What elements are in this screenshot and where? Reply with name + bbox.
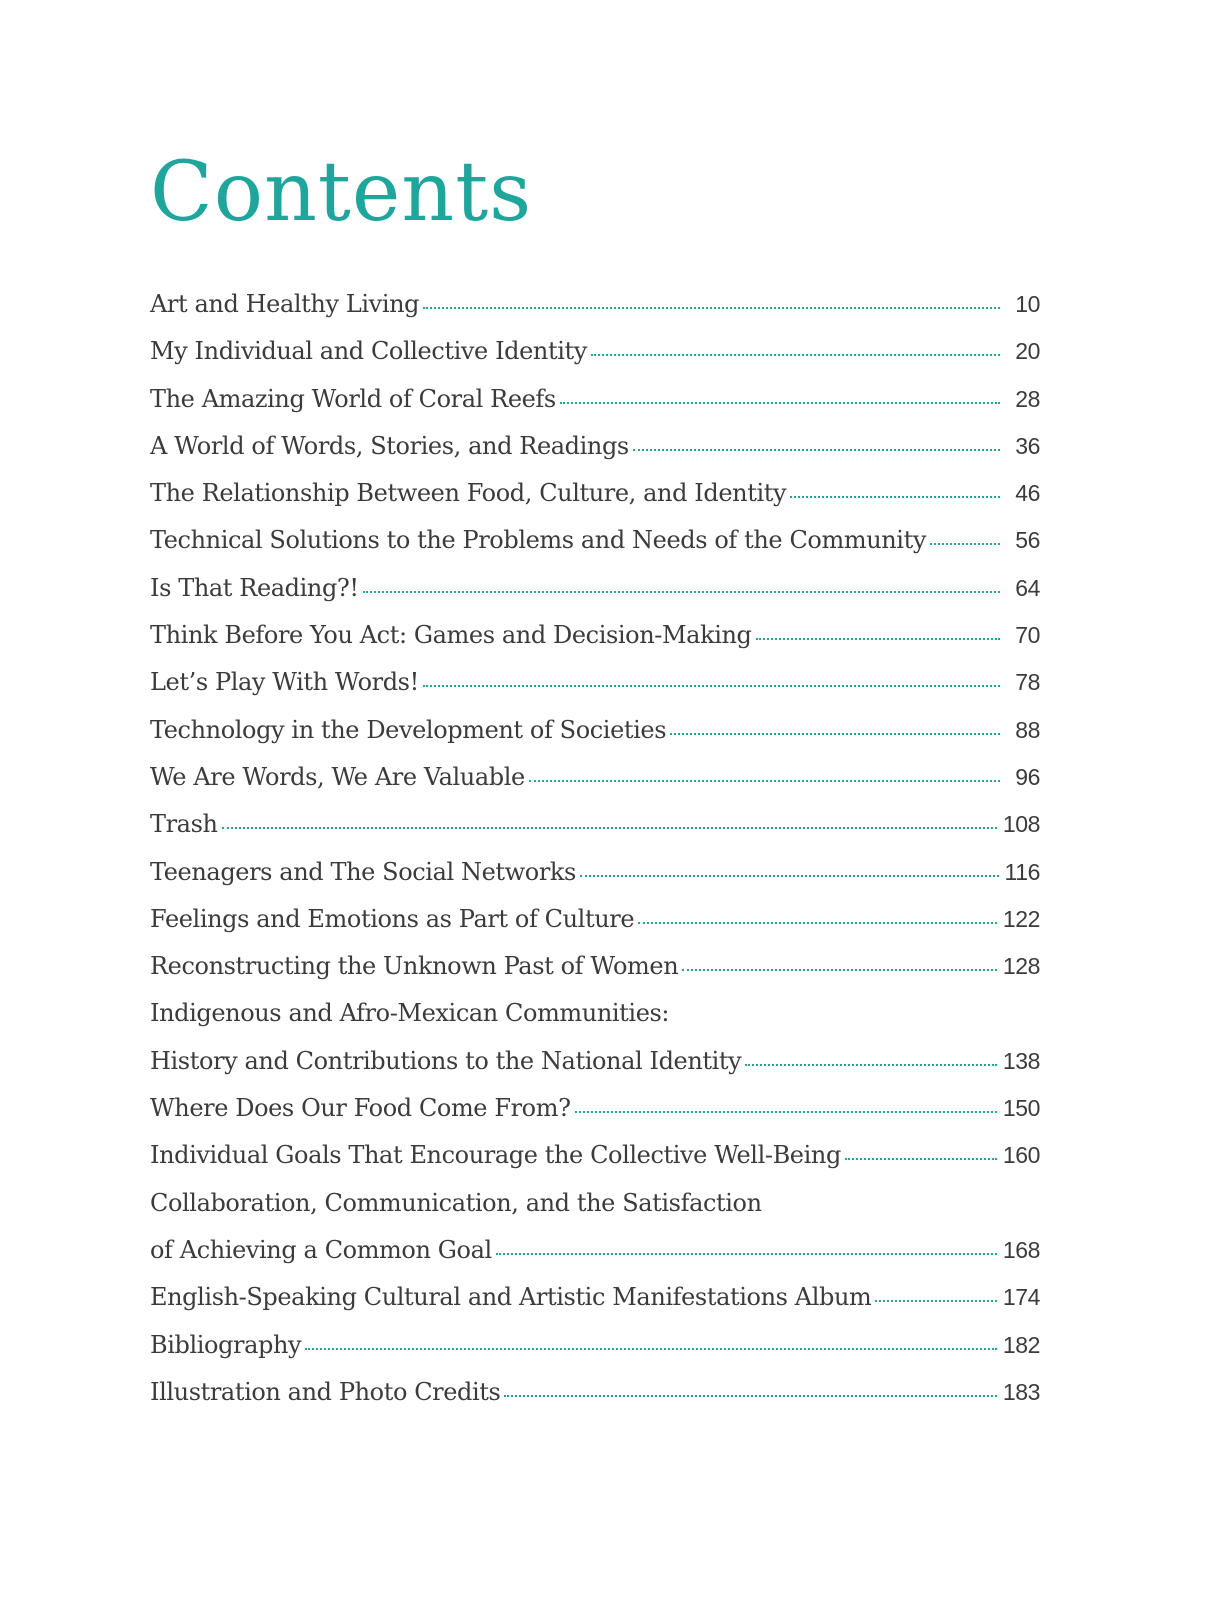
- toc-entry-page-number: 168: [1002, 1236, 1040, 1263]
- toc-entry-title: We Are Words, We Are Valuable: [150, 762, 525, 791]
- toc-entry-title: Art and Healthy Living: [150, 290, 420, 318]
- dot-leader: [423, 685, 1000, 687]
- dot-leader: [496, 1253, 997, 1255]
- toc-entry[interactable]: [150, 284, 1040, 331]
- dot-leader: [560, 402, 1000, 404]
- toc-entry-page-number: 150: [1002, 1095, 1040, 1122]
- dot-leader: [875, 1300, 996, 1302]
- toc-entry-page-number: 78: [1015, 669, 1040, 696]
- dot-leader: [670, 733, 1000, 735]
- toc-entry[interactable]: [150, 852, 1040, 899]
- toc-entry-title: Technology in the Development of Societies: [150, 715, 667, 744]
- dot-leader: [575, 1111, 997, 1113]
- toc-entry[interactable]: [150, 568, 1040, 615]
- toc-entry-title: English-Speaking Cultural and Artistic Manifestations Album: [150, 1283, 872, 1312]
- toc-entry-page-number: 183: [1002, 1378, 1040, 1405]
- toc-entry-title: Collaboration, Communication, and the Satisfaction: [150, 1188, 762, 1217]
- toc-entry[interactable]: [150, 1041, 1040, 1088]
- dot-leader: [363, 591, 1000, 593]
- toc-entry[interactable]: [150, 426, 1040, 473]
- dot-leader: [745, 1064, 996, 1066]
- toc-entry-page-number: 20: [1015, 338, 1040, 365]
- toc-entry[interactable]: [150, 1135, 1040, 1182]
- toc-entry-page-number: 64: [1015, 574, 1040, 601]
- toc-entry-page-number: 138: [1002, 1047, 1040, 1074]
- toc-entry-page-number: 108: [1002, 811, 1040, 838]
- toc-entry-page-number: 46: [1015, 480, 1040, 507]
- toc-entry[interactable]: [150, 473, 1040, 520]
- toc-entry-title: Bibliography: [150, 1330, 302, 1359]
- toc-entry[interactable]: [150, 1277, 1040, 1324]
- toc-entry-page-number: 36: [1015, 432, 1040, 459]
- dot-leader: [845, 1158, 997, 1160]
- toc-entry[interactable]: [150, 946, 1040, 993]
- toc-entry-page-number: 96: [1015, 763, 1040, 790]
- toc-entry-title: History and Contributions to the National Identity: [150, 1046, 742, 1075]
- toc-entry-title: Trash: [150, 810, 218, 839]
- toc-entry[interactable]: [150, 1183, 1040, 1230]
- dot-leader: [638, 922, 997, 924]
- page-title: Contents: [150, 145, 533, 240]
- toc-entry-title: A World of Words, Stories, and Readings: [150, 431, 629, 460]
- toc-entry-title: The Amazing World of Coral Reefs: [150, 384, 556, 413]
- toc-entry-page-number: 182: [1002, 1331, 1040, 1358]
- toc-entry-page-number: 128: [1002, 953, 1040, 980]
- toc-entry[interactable]: [150, 520, 1040, 567]
- toc-entry-title: Illustration and Photo Credits: [150, 1377, 501, 1406]
- toc-entry[interactable]: [150, 1372, 1040, 1419]
- toc-entry-title: Where Does Our Food Come From?: [150, 1094, 571, 1123]
- toc-entry-page-number: 160: [1002, 1142, 1040, 1169]
- toc-entry-title: The Relationship Between Food, Culture, and Identity: [150, 479, 787, 508]
- dot-leader: [504, 1395, 996, 1397]
- dot-leader: [305, 1348, 997, 1350]
- toc-entry[interactable]: [150, 993, 1040, 1040]
- dot-leader: [591, 354, 1000, 356]
- toc-entry-title: Indigenous and Afro-Mexican Communities:: [150, 999, 670, 1028]
- toc-entry-page-number: 122: [1002, 905, 1040, 932]
- toc-entry-page-number: 56: [1015, 527, 1040, 554]
- toc-entry-title: of Achieving a Common Goal: [150, 1235, 492, 1264]
- toc-entry-title: Let’s Play With Words!: [150, 668, 419, 697]
- dot-leader: [529, 780, 1000, 782]
- toc-entry[interactable]: [150, 662, 1040, 709]
- dot-leader: [633, 449, 1000, 451]
- toc-entry-title: Individual Goals That Encourage the Collective Well-Being: [150, 1141, 841, 1170]
- dot-leader: [790, 496, 1000, 498]
- toc-entry[interactable]: [150, 331, 1040, 378]
- table-of-contents: [150, 284, 1040, 1419]
- dot-leader: [930, 543, 1000, 545]
- toc-entry[interactable]: [150, 757, 1040, 804]
- dot-leader: [756, 638, 1000, 640]
- dot-leader: [580, 875, 999, 877]
- toc-entry[interactable]: [150, 1230, 1040, 1277]
- toc-entry-title: Think Before You Act: Games and Decision-Making: [150, 621, 752, 650]
- toc-entry[interactable]: [150, 1325, 1040, 1372]
- toc-entry[interactable]: [150, 1088, 1040, 1135]
- toc-entry[interactable]: [150, 615, 1040, 662]
- toc-entry-page-number: 174: [1002, 1284, 1040, 1311]
- toc-entry-page-number: 88: [1015, 716, 1040, 743]
- toc-entry[interactable]: [150, 899, 1040, 946]
- dot-leader: [423, 307, 1000, 309]
- toc-entry-title: Is That Reading?!: [150, 573, 359, 602]
- dot-leader: [222, 827, 997, 829]
- toc-entry-title: Feelings and Emotions as Part of Culture: [150, 904, 635, 933]
- toc-entry-title: Teenagers and The Social Networks: [150, 857, 576, 886]
- dot-leader: [682, 969, 997, 971]
- toc-entry-page-number: 116: [1004, 858, 1040, 885]
- toc-entry-title: Reconstructing the Unknown Past of Women: [150, 952, 679, 981]
- toc-entry-page-number: 70: [1015, 622, 1040, 649]
- toc-entry-title: Technical Solutions to the Problems and Needs of the Community: [150, 526, 926, 555]
- toc-entry-title: My Individual and Collective Identity: [150, 337, 587, 366]
- toc-entry-page-number: 10: [1015, 291, 1040, 317]
- toc-entry[interactable]: [150, 710, 1040, 757]
- toc-entry[interactable]: [150, 804, 1040, 851]
- toc-entry-page-number: 28: [1015, 385, 1040, 412]
- toc-entry[interactable]: [150, 379, 1040, 426]
